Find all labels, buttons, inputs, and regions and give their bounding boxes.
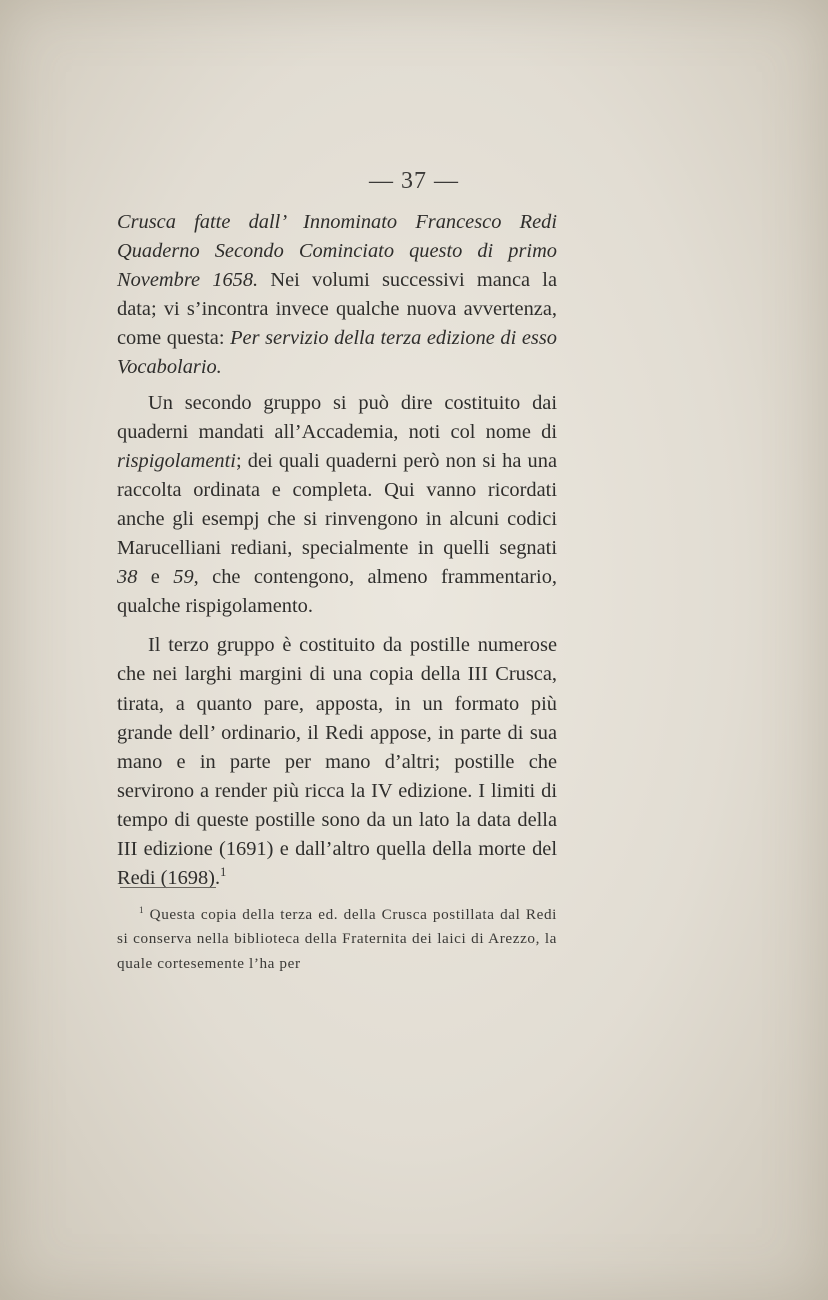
footnote-divider <box>120 887 216 888</box>
paragraph-text: Un secondo gruppo si può dire costituito dai quaderni mandati all’Accademia, noti col nome di <box>117 391 557 443</box>
paragraph-1 <box>117 208 557 383</box>
footnote-reference[interactable]: 1 <box>220 865 227 880</box>
paragraph-2 <box>117 389 557 622</box>
italic-title: Crusca fatte dall’ Innominato Francesco Redi Quaderno Secondo Cominciato questo di primo Novembre 1658. <box>117 211 557 292</box>
footnote-1 <box>117 903 557 976</box>
paragraph-3 <box>117 631 557 893</box>
paragraph-text: Nei volumi successivi manca la data; vi s’incontra invece qualche nuova avvertenza, come questa: <box>117 269 557 350</box>
paragraph-text: e <box>137 566 174 589</box>
footnotes <box>117 903 557 976</box>
paragraph-text: , che contengono, almeno frammentario, qualche rispigolamento. <box>117 566 557 618</box>
page-number: — 37 — <box>369 168 459 194</box>
main-text <box>117 208 557 893</box>
paragraph-text: Il terzo gruppo è costituito da postille numerose che nei larghi margini di una copia della III Crusca, tirata, a quanto pare, apposta, in un formato più grande dell’ ordinario, il Redi appose, in parte di sua mano e in parte per mano d’altri; postille che servirono a render più ricca la IV edizione. I limiti di tempo di queste postille sono da un lato la data della III edizione (1691) e dall’altro quella della morte del Redi (1698). <box>117 634 557 890</box>
italic-number: 59 <box>173 566 194 589</box>
italic-quote: Per servizio della terza edizione di esso Vocabolario. <box>117 327 557 379</box>
paragraph-text: ; dei quali quaderni però non si ha una raccolta ordinata e completa. Qui vanno ricordati anche gli esempj che si rinvengono in alcuni codici Marucelliani rediani, specialmente in quelli segnati <box>117 449 557 560</box>
italic-number: 38 <box>117 566 138 589</box>
italic-term: rispigolamenti <box>117 449 236 472</box>
footnote-text: Questa copia della terza ed. della Crusca postillata dal Redi si conserva nella biblioteca della Fraternita dei laici di Arezzo, la quale cortesemente l’ha per <box>117 906 557 972</box>
footnote-mark: 1 <box>139 904 145 915</box>
